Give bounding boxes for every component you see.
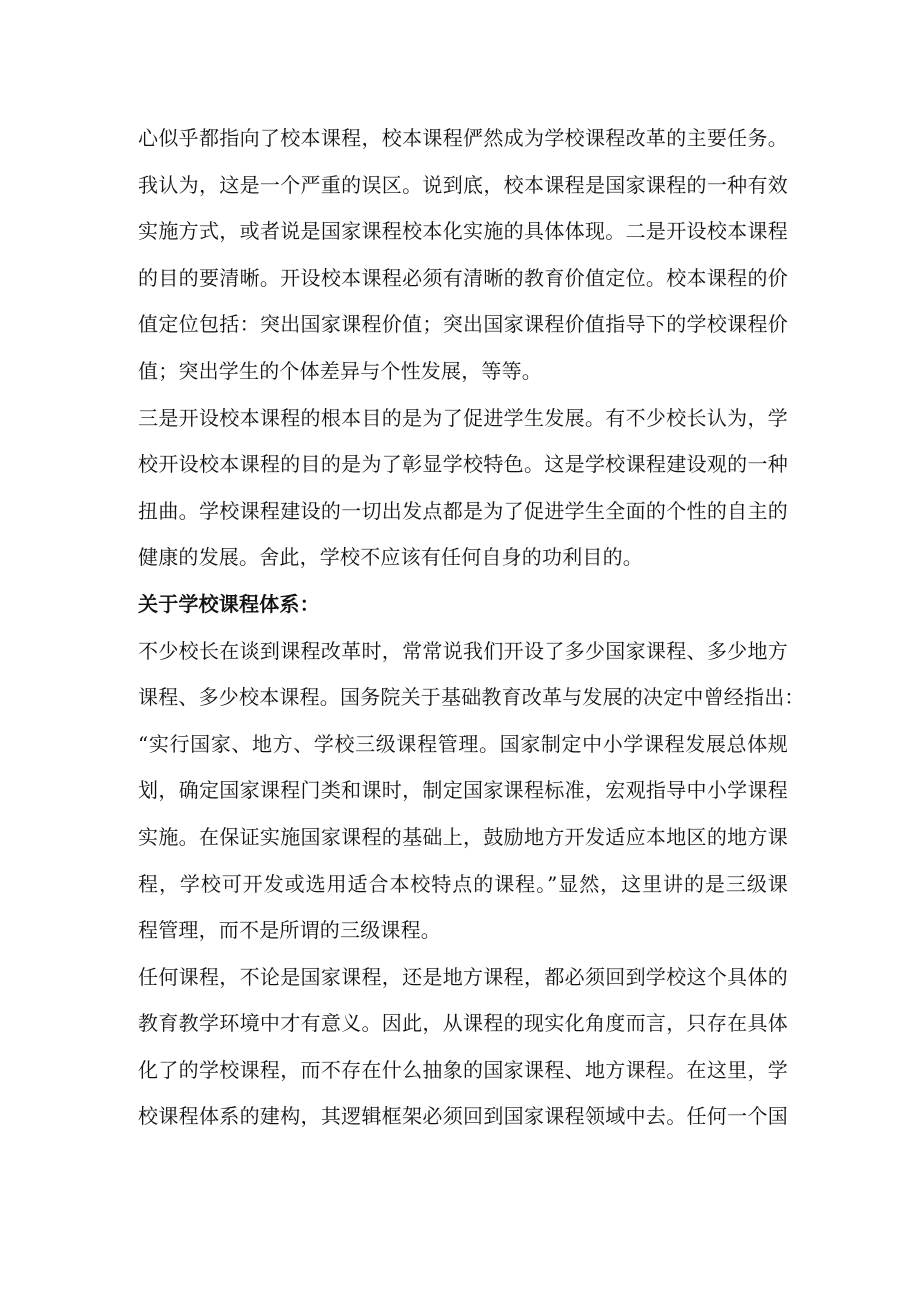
text-line: 三是开设校本课程的根本目的是为了促进学生发展。有不少校长认为，学 [138, 405, 788, 430]
text-line: 校课程体系的建构，其逻辑框架必须回到国家课程领域中去。任何一个国 [138, 1104, 788, 1129]
document-body [138, 118, 805, 1143]
text-line: 校开设校本课程的目的是为了彰显学校特色。这是学校课程建设观的一种 [138, 452, 788, 477]
text-line: 扭曲。学校课程建设的一切出发点都是为了促进学生全面的个性的自主的 [138, 498, 788, 523]
text-line: 教育教学环境中才有意义。因此，从课程的现实化角度而言，只存在具体 [138, 1011, 788, 1036]
text-line: 实施方式，或者说是国家课程校本化实施的具体体现。二是开设校本课程 [138, 219, 788, 244]
text-line: “实行国家、地方、学校三级课程管理。国家制定中小学课程发展总体规 [138, 731, 788, 756]
text-line: 我认为，这是一个严重的误区。说到底，校本课程是国家课程的一种有效 [138, 172, 788, 197]
text-line: 心似乎都指向了校本课程，校本课程俨然成为学校课程改革的主要任务。 [138, 126, 788, 150]
text-line: 不少校长在谈到课程改革时，常常说我们开设了多少国家课程、多少地方 [138, 638, 788, 663]
text-line: 值定位包括：突出国家课程价值；突出国家课程价值指导下的学校课程价 [138, 312, 788, 337]
text-line: 值；突出学生的个体差异与个性发展，等等。 [138, 358, 542, 383]
text-line: 程管理，而不是所谓的三级课程。 [138, 918, 441, 943]
text-line: 课程、多少校本课程。国务院关于基础教育改革与发展的决定中曾经指出： [138, 685, 805, 710]
section-heading: 关于学校课程体系： [138, 591, 320, 616]
text-line: 化了的学校课程，而不存在什么抽象的国家课程、地方课程。在这里，学 [138, 1057, 788, 1082]
text-line: 的目的要清晰。开设校本课程必须有清晰的教育价值定位。校本课程的价 [138, 265, 788, 290]
text-line: 健康的发展。舍此，学校不应该有任何自身的功利目的。 [138, 545, 643, 570]
text-line: 划，确定国家课程门类和课时，制定国家课程标准，宏观指导中小学课程 [138, 778, 788, 803]
text-line: 实施。在保证实施国家课程的基础上，鼓励地方开发适应本地区的地方课 [138, 824, 788, 849]
text-line: 任何课程，不论是国家课程，还是地方课程，都必须回到学校这个具体的 [138, 964, 788, 989]
text-line: 程，学校可开发或选用适合本校特点的课程。”显然，这里讲的是三级课 [138, 871, 788, 896]
